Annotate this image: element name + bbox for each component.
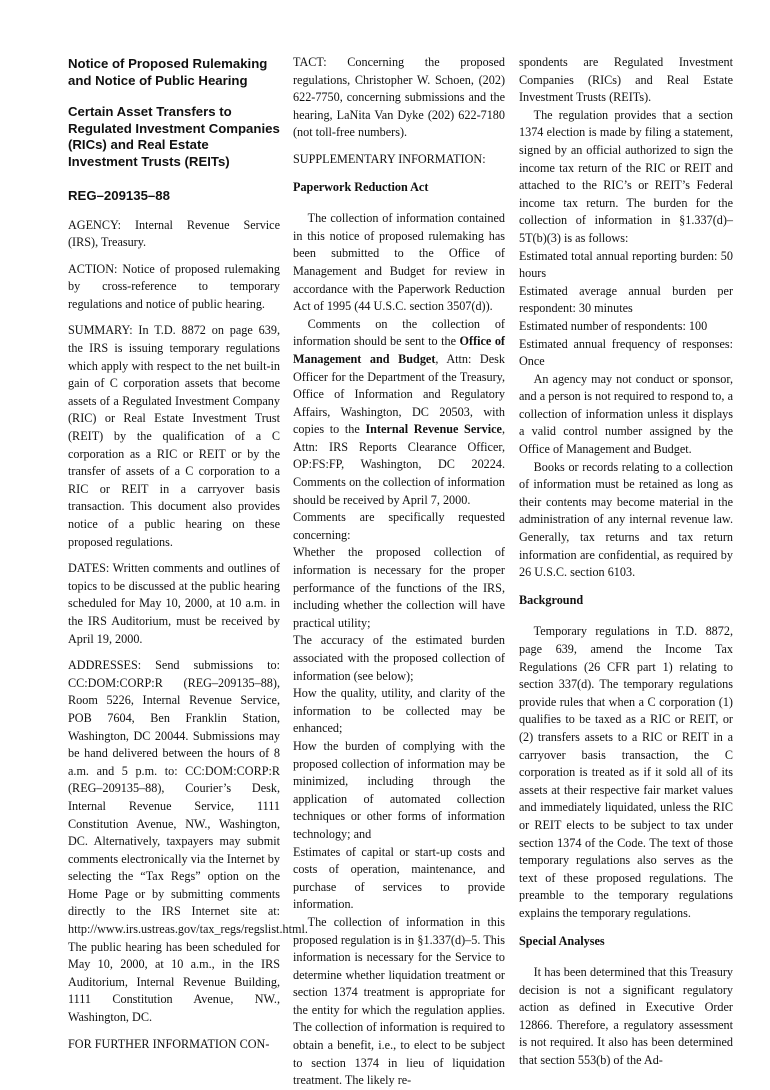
paperwork-heading: Paperwork Reduction Act — [293, 179, 429, 194]
omb-name: Office of Management and Budget — [293, 334, 505, 366]
burden-total-hours: Estimated total annual reporting burden: 50 hours — [519, 248, 733, 281]
comment-item-5: Estimates of capital or start-up costs and costs of operation, maintenance, and purchase of services to provide information. — [293, 844, 505, 912]
burden-per-respondent: Estimated average annual burden per respondent: 30 minutes — [519, 283, 733, 316]
column-2 — [293, 54, 505, 1090]
paperwork-paragraph-2 — [293, 316, 505, 510]
reg-number: REG–209135–88 — [68, 188, 170, 203]
paperwork-paragraph-2-text-b: , Attn: Desk Officer for the Department of the Treasury, Office of Information and Regulatory Affairs, Washington, DC 20503, with copies to the — [293, 351, 505, 437]
further-info-continued: TACT: Concerning the proposed regulations, Christopher W. Schoen, (202) 622-7750, concerning submissions and the hearing, LaNita Van Dyke (202) 622-7180 (not toll-free numbers). — [293, 55, 505, 140]
control-number-paragraph: An agency may not conduct or sponsor, and a person is not required to respond to, a collection of information unless it displays a valid control number assigned by the Office of Management and Budget. — [519, 371, 733, 457]
subject-title: Certain Asset Transfers to Regulated Investment Companies (RICs) and Real Estate Investment Trusts (REITs) — [68, 104, 280, 169]
paperwork-paragraph-3: The collection of information in this proposed regulation is in §1.337(d)–5. This information is necessary for the Service to determine whether liquidation treatment or section 1374 treatment is appropriate for the entity for which the regulation applies. The collection of information is required to obtain a benefit, i.e., to elect to be subject to section 1374 in lieu of liquidation treatment. The likely re- — [293, 914, 505, 1088]
column-3 — [519, 54, 733, 1070]
action-paragraph: ACTION: Notice of proposed rulemaking by cross-reference to temporary regulations and notice of public hearing. — [68, 261, 280, 311]
further-info-paragraph: FOR FURTHER INFORMATION CON- — [68, 1036, 270, 1051]
paperwork-paragraph-1: The collection of information contained in this notice of proposed rulemaking has been submitted to the Office of Management and Budget for review in accordance with the Paperwork Reduction Act of 1995 (44 U.S.C. section 3507(d)). — [293, 211, 505, 314]
comment-item-2: The accuracy of the estimated burden associated with the proposed collection of information (see below); — [293, 633, 505, 683]
paperwork-paragraph-2-text-c: , Attn: IRS Reports Clearance Officer, OP:FS:FP, Washington, DC 20224. Comments on the collection of information should be received by April 7, 2000. — [293, 422, 505, 507]
records-paragraph: Books or records relating to a collection of information must be retained as long as their contents may become material in the administration of any internal revenue law. Generally, tax returns and tax return information are confidential, as required by 26 U.S.C. section 6103. — [519, 459, 733, 580]
supplementary-info-label: SUPPLEMENTARY INFORMATION: — [293, 151, 486, 166]
background-paragraph: Temporary regulations in T.D. 8872, page 639, amend the Income Tax Regulations (26 CFR part 1) relating to section 337(d). The temporary regulations provide rules that when a C corporation (1) qualifies to be taxed as a RIC or REIT, or (2) transfers assets to a RIC or REIT in a carryover basis transaction, the C corporation is treated as if it sold all of its assets at their respective fair market values and immediately liquidated, unless the RIC or REIT elects to be subject to tax under section 1374 of the Code. The text of those temporary regulations also serves as the text of these proposed regulations. The preamble to the temporary regulations explains the temporary regulations. — [519, 624, 733, 920]
agency-paragraph: AGENCY: Internal Revenue Service (IRS), Treasury. — [68, 217, 280, 250]
comment-item-1: Whether the proposed collection of information is necessary for the proper performance of the functions of the IRS, including whether the collection will have practical utility; — [293, 545, 505, 630]
background-heading: Background — [519, 592, 584, 607]
burden-respondents: Estimated number of respondents: 100 — [519, 318, 708, 333]
irs-name: Internal Revenue Service — [365, 422, 502, 437]
comment-item-3: How the quality, utility, and clarity of the information to be collected may be enhanced; — [293, 686, 505, 736]
special-analyses-heading: Special Analyses — [519, 933, 605, 948]
summary-paragraph: SUMMARY: In T.D. 8872 on page 639, the IRS is issuing temporary regulations which apply with respect to the net built-in gain of C corporation assets that become assets of a Regulated Investment Company (RIC) or Real Estate Investment Trust (REIT) by the qualification of a C corporation as a RIC or REIT or by the transfer of assets of a C corporation to a RIC or REIT in a carryover basis transaction. This document also provides notice of a public hearing on these proposed regulations. — [68, 323, 280, 549]
addresses-paragraph: ADDRESSES: Send submissions to: CC:DOM:CORP:R (REG–209135–88), Room 5226, Internal Revenue Service, POB 7604, Ben Franklin Station, Washington, DC 20044. Submissions may be hand delivered between the hours of 8 a.m. and 5 p.m. to: CC:DOM:CORP:R (REG–209135–88), Courier’s Desk, Internal Revenue Service, 1111 Constitution Avenue, NW., Washington, DC. Alternatively, taxpayers may submit comments electronically via the Internet by selecting the “Tax Regs” option on the Home Page or by submitting comments directly to the IRS Internet site at: http://www.irs.ustreas.gov/tax_regs/regslist.html. The public hearing has been scheduled for May 10, 2000, at 10 a.m., in the IRS Auditorium, Internal Revenue Building, 1111 Constitution Avenue, NW., Washington, DC. — [68, 658, 308, 1025]
comments-requested: Comments are specifically requested concerning: — [293, 510, 505, 542]
column-1 — [68, 54, 308, 1062]
burden-frequency: Estimated annual frequency of responses: Once — [519, 336, 733, 369]
special-analyses-paragraph: It has been determined that this Treasury decision is not a significant regulatory action as defined in Executive Order 12866. Therefore, a regulatory assessment is not required. It also has been determined that section 553(b) of the Ad- — [519, 965, 733, 1068]
notice-title: Notice of Proposed Rulemaking and Notice of Public Hearing — [68, 56, 268, 88]
comment-item-4: How the burden of complying with the proposed collection of information may be minimized, including through the application of automated collection techniques or other forms of information technology; and — [293, 738, 505, 841]
election-paragraph: The regulation provides that a section 1374 election is made by filing a statement, signed by an official authorized to sign the income tax return of the RIC or REIT and attached to the RIC’s or REIT’s Federal income tax return. The burden for the collection of information in §1.337(d)–5T(b)(3) is as follows: — [519, 107, 733, 245]
dates-paragraph: DATES: Written comments and outlines of topics to be discussed at the public hearing scheduled for May 10, 2000, at 10 a.m. in the IRS Auditorium, must be received by April 19, 2000. — [68, 561, 280, 646]
paperwork-paragraph-2-text-a: Comments on the collection of information should be sent to the — [293, 316, 505, 349]
respondents-continued: spondents are Regulated Investment Companies (RICs) and Real Estate Investment Trusts (REITs). — [519, 55, 733, 105]
